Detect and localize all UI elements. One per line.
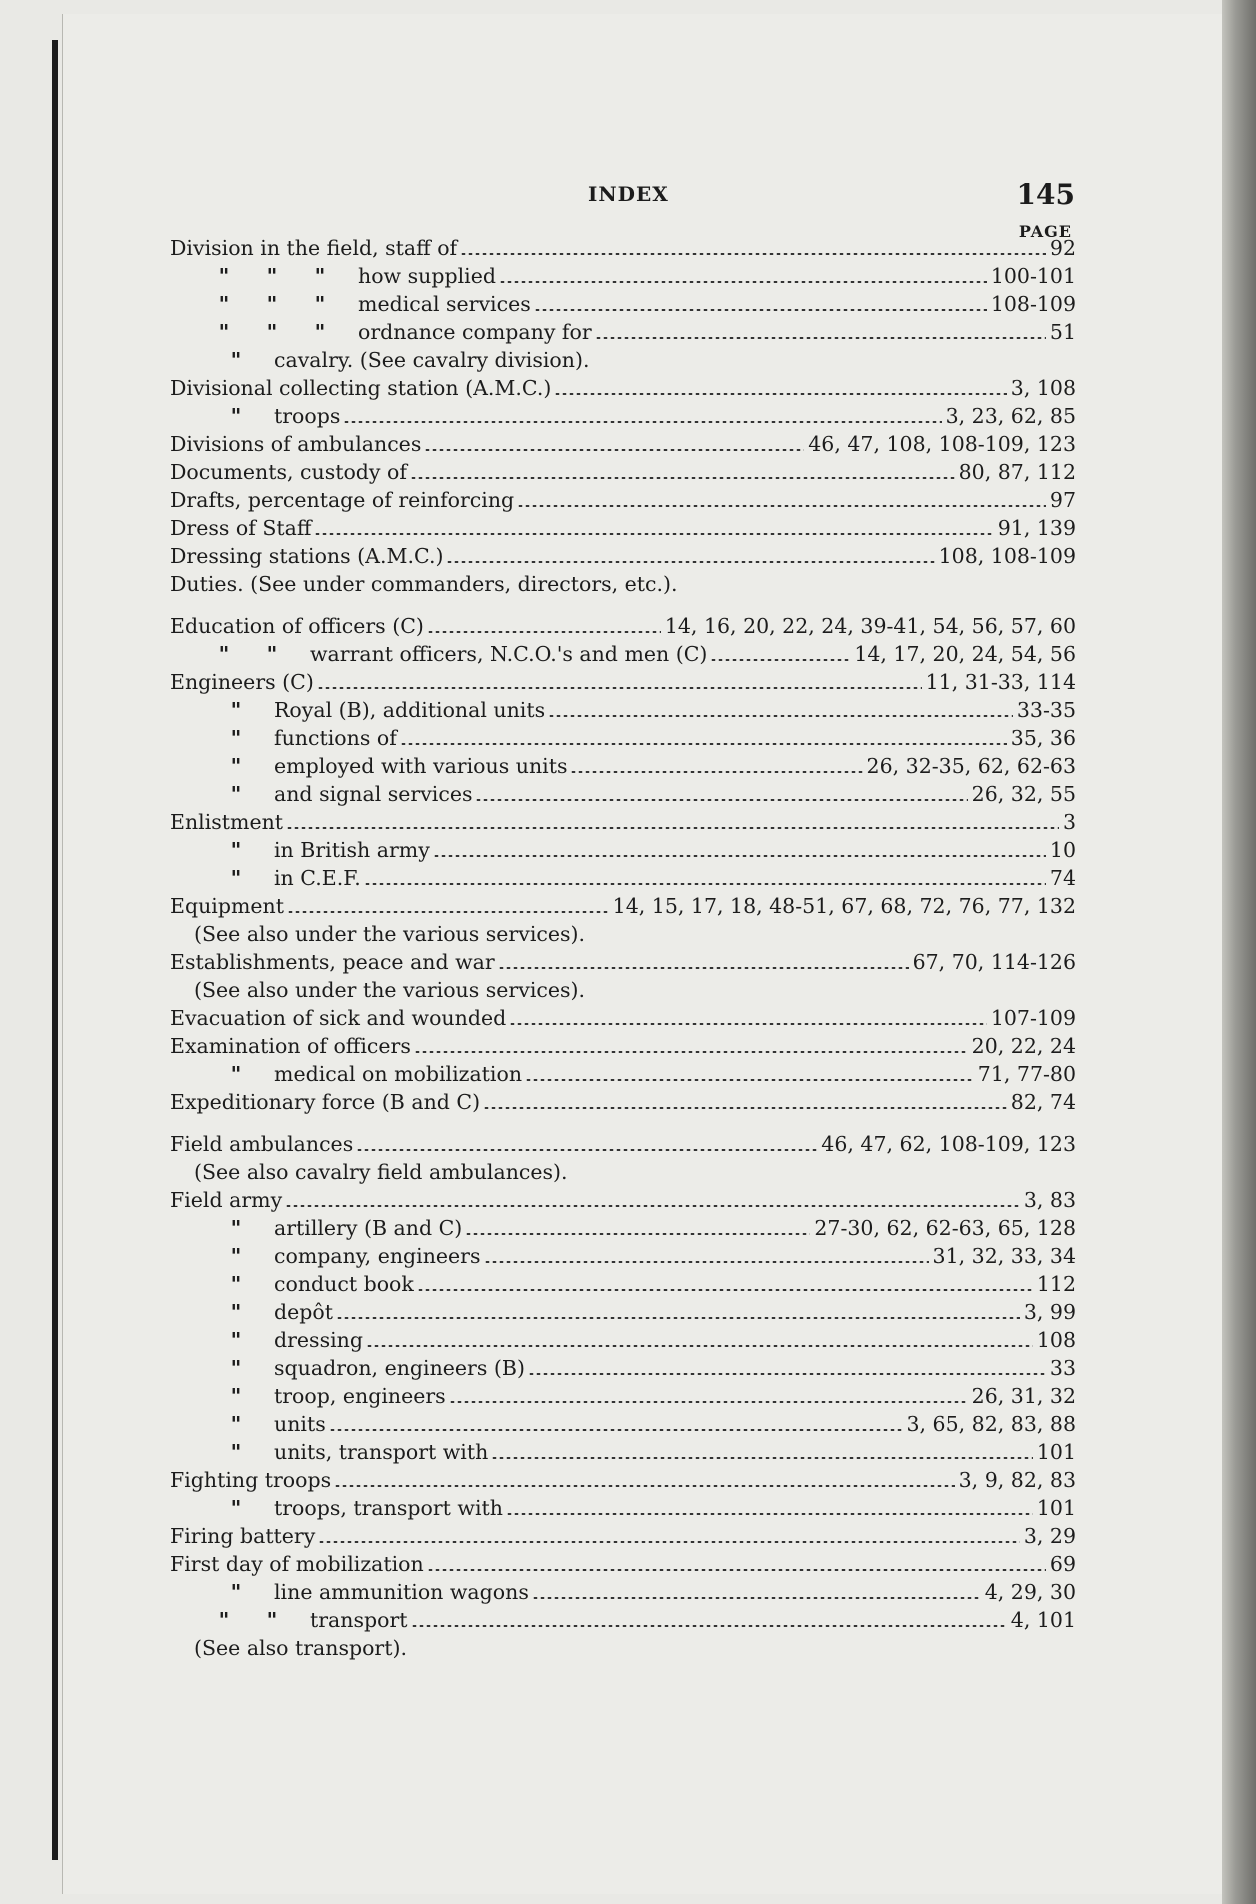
page-references: 31, 32, 33, 34 bbox=[932, 1244, 1076, 1268]
ditto-marks bbox=[170, 1354, 260, 1382]
dot-leader bbox=[532, 1597, 981, 1599]
page-references: 14, 16, 20, 22, 24, 39-41, 54, 56, 57, 60 bbox=[664, 614, 1076, 638]
dot-leader bbox=[483, 1107, 1007, 1109]
dot-leader bbox=[460, 253, 1046, 255]
index-entry bbox=[170, 1382, 1076, 1410]
page-references: 51 bbox=[1049, 320, 1076, 344]
index-entry bbox=[170, 514, 1076, 542]
entry-heading: Drafts, percentage of reinforcing bbox=[170, 488, 515, 512]
ditto-marks bbox=[170, 1382, 260, 1410]
ditto-marks bbox=[170, 346, 260, 374]
entry-heading: Duties. (See under commanders, directors, etc.). bbox=[170, 572, 678, 596]
ditto-mark: " bbox=[314, 320, 326, 344]
ditto-marks bbox=[170, 696, 260, 724]
page-references: 11, 31-33, 114 bbox=[925, 670, 1076, 694]
page-references: 3, 29 bbox=[1023, 1524, 1076, 1548]
ditto-marks bbox=[170, 724, 260, 752]
page-references: 69 bbox=[1049, 1552, 1076, 1576]
see-also-note: (See also transport). bbox=[194, 1636, 407, 1660]
index-entry bbox=[170, 1606, 1076, 1634]
entry-subheading: medical on mobilization bbox=[274, 1062, 523, 1086]
ditto-mark: " bbox=[230, 698, 242, 722]
ditto-mark: " bbox=[230, 1440, 242, 1464]
index-entry bbox=[170, 262, 1076, 290]
dot-leader bbox=[446, 561, 934, 563]
dot-leader bbox=[509, 1023, 987, 1025]
dot-leader bbox=[498, 967, 909, 969]
ditto-mark: " bbox=[230, 1328, 242, 1352]
page-references: 3, 9, 82, 83 bbox=[958, 1468, 1076, 1492]
entry-heading: Evacuation of sick and wounded bbox=[170, 1006, 507, 1030]
ditto-mark: " bbox=[230, 782, 242, 806]
index-entry bbox=[170, 1354, 1076, 1382]
ditto-marks bbox=[170, 864, 260, 892]
ditto-marks bbox=[170, 780, 260, 808]
entry-heading: Divisions of ambulances bbox=[170, 432, 422, 456]
entry-heading: Engineers (C) bbox=[170, 670, 314, 694]
index-entry bbox=[170, 1466, 1076, 1494]
page-references: 3, 99 bbox=[1023, 1300, 1076, 1324]
index-entry bbox=[170, 1060, 1076, 1088]
dot-leader bbox=[414, 1051, 968, 1053]
dot-leader bbox=[417, 1289, 1033, 1291]
entry-subheading: how supplied bbox=[358, 264, 496, 288]
index-entry bbox=[170, 234, 1076, 262]
page-references: 91, 139 bbox=[997, 516, 1076, 540]
index-entry bbox=[170, 612, 1076, 640]
entry-heading: Field ambulances bbox=[170, 1132, 354, 1156]
dot-leader bbox=[334, 1485, 955, 1487]
index-entry bbox=[170, 1578, 1076, 1606]
ditto-mark: " bbox=[230, 838, 242, 862]
entry-heading: Division in the field, staff of bbox=[170, 236, 458, 260]
entry-subheading: troops bbox=[274, 404, 341, 428]
ditto-mark: " bbox=[230, 1496, 242, 1520]
see-also-note: (See also under the various services). bbox=[194, 922, 586, 946]
ditto-marks bbox=[170, 1270, 260, 1298]
ditto-marks bbox=[170, 1494, 260, 1522]
entry-subheading: artillery (B and C) bbox=[274, 1216, 463, 1240]
entry-subheading: units, transport with bbox=[274, 1440, 489, 1464]
ditto-mark: " bbox=[230, 1580, 242, 1604]
dot-leader bbox=[336, 1317, 1020, 1319]
index-entry bbox=[170, 318, 1076, 346]
page-references: 14, 17, 20, 24, 54, 56 bbox=[854, 642, 1076, 666]
ditto-marks bbox=[170, 1578, 260, 1606]
ditto-mark: " bbox=[230, 1384, 242, 1408]
entry-subheading: units bbox=[274, 1412, 326, 1436]
index-entry bbox=[170, 1242, 1076, 1270]
ditto-marks bbox=[170, 1606, 296, 1634]
index-entry bbox=[170, 808, 1076, 836]
dot-leader bbox=[465, 1233, 810, 1235]
page-number: 145 bbox=[1016, 178, 1075, 211]
dot-leader bbox=[506, 1513, 1033, 1515]
entry-heading: Dressing stations (A.M.C.) bbox=[170, 544, 444, 568]
index-entry bbox=[170, 458, 1076, 486]
ditto-mark: " bbox=[314, 292, 326, 316]
ditto-marks bbox=[170, 836, 260, 864]
entry-subheading: dressing bbox=[274, 1328, 363, 1352]
dot-leader bbox=[595, 337, 1046, 339]
page-references: 101 bbox=[1036, 1496, 1076, 1520]
page-references: 35, 36 bbox=[1010, 726, 1076, 750]
dot-leader bbox=[424, 449, 804, 451]
entry-heading: Examination of officers bbox=[170, 1034, 411, 1058]
index-entry bbox=[170, 640, 1076, 668]
running-title: INDEX bbox=[588, 182, 669, 206]
entry-heading: Divisional collecting station (A.M.C.) bbox=[170, 376, 552, 400]
index-entry bbox=[170, 1270, 1076, 1298]
ditto-marks bbox=[170, 1326, 260, 1354]
page-references: 46, 47, 62, 108-109, 123 bbox=[821, 1132, 1076, 1156]
entry-subheading: depôt bbox=[274, 1300, 333, 1324]
index-entry bbox=[170, 402, 1076, 430]
entry-heading: Establishments, peace and war bbox=[170, 950, 495, 974]
index-entry bbox=[170, 1550, 1076, 1578]
ditto-marks bbox=[170, 1214, 260, 1242]
entry-subheading: in British army bbox=[274, 838, 430, 862]
ditto-mark: " bbox=[218, 1608, 230, 1632]
binding-spine bbox=[52, 40, 58, 1860]
dot-leader bbox=[285, 1205, 1020, 1207]
dot-leader bbox=[499, 281, 987, 283]
index-entry bbox=[170, 430, 1076, 458]
ditto-mark: " bbox=[266, 320, 278, 344]
index-entry bbox=[170, 836, 1076, 864]
index-entry bbox=[170, 374, 1076, 402]
ditto-mark: " bbox=[266, 642, 278, 666]
dot-leader bbox=[475, 799, 967, 801]
page-header bbox=[190, 178, 1075, 218]
dot-leader bbox=[517, 505, 1046, 507]
dot-leader bbox=[484, 1261, 929, 1263]
page-references: 108, 108-109 bbox=[938, 544, 1076, 568]
entry-subheading: company, engineers bbox=[274, 1244, 481, 1268]
index-entry bbox=[170, 724, 1076, 752]
entry-subheading: functions of bbox=[274, 726, 397, 750]
page-references: 100-101 bbox=[990, 264, 1076, 288]
page-column-heading: PAGE bbox=[1018, 222, 1072, 241]
index-entry bbox=[170, 864, 1076, 892]
ditto-mark: " bbox=[266, 292, 278, 316]
ditto-mark: " bbox=[218, 264, 230, 288]
index-entry bbox=[170, 542, 1076, 570]
page-references: 108 bbox=[1036, 1328, 1076, 1352]
entry-heading: Dress of Staff bbox=[170, 516, 312, 540]
page-references: 92 bbox=[1049, 236, 1076, 260]
entry-subheading: ordnance company for bbox=[358, 320, 592, 344]
index-entry bbox=[170, 1522, 1076, 1550]
page-references: 10 bbox=[1049, 838, 1076, 862]
index-entry bbox=[170, 696, 1076, 724]
dot-leader bbox=[433, 855, 1046, 857]
ditto-mark: " bbox=[230, 754, 242, 778]
page-references: 108-109 bbox=[990, 292, 1076, 316]
page-references: 112 bbox=[1036, 1272, 1076, 1296]
index-entry bbox=[170, 1326, 1076, 1354]
index-entry bbox=[170, 668, 1076, 696]
ditto-mark: " bbox=[266, 264, 278, 288]
dot-leader bbox=[534, 309, 987, 311]
dot-leader bbox=[317, 687, 922, 689]
entry-heading: Equipment bbox=[170, 894, 284, 918]
page-references: 3, 83 bbox=[1023, 1188, 1076, 1212]
index-entry bbox=[170, 1298, 1076, 1326]
dot-leader bbox=[400, 743, 1007, 745]
ditto-marks bbox=[170, 262, 344, 290]
page-edge bbox=[1222, 0, 1256, 1904]
entry-heading: Expeditionary force (B and C) bbox=[170, 1090, 481, 1114]
page-references: 27-30, 62, 62-63, 65, 128 bbox=[814, 1216, 1076, 1240]
entry-heading: Education of officers (C) bbox=[170, 614, 424, 638]
page-references: 14, 15, 17, 18, 48-51, 67, 68, 72, 76, 77, 132 bbox=[612, 894, 1076, 918]
entry-subheading: conduct book bbox=[274, 1272, 414, 1296]
ditto-mark: " bbox=[266, 1608, 278, 1632]
ditto-mark: " bbox=[230, 348, 242, 372]
ditto-mark: " bbox=[230, 866, 242, 890]
index-entry bbox=[170, 1004, 1076, 1032]
ditto-mark: " bbox=[230, 1300, 242, 1324]
ditto-marks bbox=[170, 1438, 260, 1466]
dot-leader bbox=[491, 1457, 1033, 1459]
index-entry bbox=[170, 1088, 1076, 1116]
page-references: 26, 32, 55 bbox=[971, 782, 1076, 806]
index-entry bbox=[170, 1410, 1076, 1438]
page-references: 33 bbox=[1049, 1356, 1076, 1380]
dot-leader bbox=[343, 421, 941, 423]
dot-leader bbox=[410, 477, 955, 479]
dot-leader bbox=[449, 1401, 968, 1403]
dot-leader bbox=[411, 1625, 1007, 1627]
entry-subheading: troops, transport with bbox=[274, 1496, 503, 1520]
entry-heading: Field army bbox=[170, 1188, 283, 1212]
page-references: 3, 65, 82, 83, 88 bbox=[906, 1412, 1076, 1436]
index-entry bbox=[170, 570, 1076, 598]
ditto-mark: " bbox=[230, 1356, 242, 1380]
dot-leader bbox=[525, 1079, 974, 1081]
entry-heading: Enlistment bbox=[170, 810, 284, 834]
ditto-mark: " bbox=[230, 1244, 242, 1268]
page-references: 3, 23, 62, 85 bbox=[945, 404, 1076, 428]
ditto-mark: " bbox=[230, 726, 242, 750]
entry-subheading: and signal services bbox=[274, 782, 473, 806]
ditto-marks bbox=[170, 318, 344, 346]
page-references: 80, 87, 112 bbox=[958, 460, 1076, 484]
page-references: 3, 108 bbox=[1010, 376, 1076, 400]
dot-leader bbox=[427, 631, 661, 633]
page-references: 67, 70, 114-126 bbox=[912, 950, 1076, 974]
page-references: 46, 47, 108, 108-109, 123 bbox=[808, 432, 1076, 456]
ditto-mark: " bbox=[230, 404, 242, 428]
ditto-marks bbox=[170, 640, 296, 668]
ditto-marks bbox=[170, 1298, 260, 1326]
index-entry bbox=[170, 892, 1076, 920]
entry-heading: First day of mobilization bbox=[170, 1552, 424, 1576]
entry-subheading: in C.E.F. bbox=[274, 866, 361, 890]
page-references: 107-109 bbox=[990, 1006, 1076, 1030]
index-entry bbox=[170, 752, 1076, 780]
see-also-note: (See also under the various services). bbox=[194, 978, 586, 1002]
dot-leader bbox=[314, 533, 993, 535]
page-references: 74 bbox=[1049, 866, 1076, 890]
see-also-note: (See also cavalry field ambulances). bbox=[194, 1160, 568, 1184]
entry-subheading: medical services bbox=[358, 292, 531, 316]
dot-leader bbox=[287, 911, 609, 913]
index-entry bbox=[170, 1438, 1076, 1466]
ditto-mark: " bbox=[218, 292, 230, 316]
page-references: 20, 22, 24 bbox=[971, 1034, 1076, 1058]
ditto-marks bbox=[170, 1410, 260, 1438]
ditto-mark: " bbox=[314, 264, 326, 288]
index-list bbox=[170, 234, 1076, 1662]
dot-leader bbox=[329, 1429, 903, 1431]
ditto-marks bbox=[170, 1242, 260, 1270]
dot-leader bbox=[528, 1373, 1046, 1375]
entry-subheading: employed with various units bbox=[274, 754, 568, 778]
index-entry bbox=[170, 1130, 1076, 1158]
page-references: 3 bbox=[1062, 810, 1076, 834]
ditto-mark: " bbox=[230, 1412, 242, 1436]
index-entry bbox=[170, 948, 1076, 976]
ditto-mark: " bbox=[218, 320, 230, 344]
page-references: 26, 32-35, 62, 62-63 bbox=[866, 754, 1076, 778]
dot-leader bbox=[356, 1149, 817, 1151]
entry-subheading: troop, engineers bbox=[274, 1384, 446, 1408]
index-entry bbox=[170, 346, 1076, 374]
entry-subheading: warrant officers, N.C.O.'s and men (C) bbox=[310, 642, 708, 666]
page-references: 71, 77-80 bbox=[977, 1062, 1076, 1086]
index-entry bbox=[170, 1214, 1076, 1242]
page-references: 33-35 bbox=[1016, 698, 1076, 722]
index-entry bbox=[170, 486, 1076, 514]
ditto-marks bbox=[170, 1060, 260, 1088]
dot-leader bbox=[710, 659, 850, 661]
entry-subheading: transport bbox=[310, 1608, 408, 1632]
page-references: 4, 101 bbox=[1010, 1608, 1076, 1632]
entry-subheading: line ammunition wagons bbox=[274, 1580, 529, 1604]
page-references: 97 bbox=[1049, 488, 1076, 512]
dot-leader bbox=[318, 1541, 1020, 1543]
ditto-mark: " bbox=[230, 1062, 242, 1086]
entry-heading: Documents, custody of bbox=[170, 460, 407, 484]
dot-leader bbox=[364, 883, 1046, 885]
ditto-mark: " bbox=[218, 642, 230, 666]
ditto-marks bbox=[170, 402, 260, 430]
ditto-marks bbox=[170, 752, 260, 780]
dot-leader bbox=[570, 771, 862, 773]
ditto-marks bbox=[170, 290, 344, 318]
index-entry bbox=[170, 780, 1076, 808]
dot-leader bbox=[427, 1569, 1046, 1571]
index-entry bbox=[170, 1032, 1076, 1060]
dot-leader bbox=[554, 393, 1006, 395]
index-entry bbox=[170, 1186, 1076, 1214]
index-entry bbox=[170, 290, 1076, 318]
entry-subheading: squadron, engineers (B) bbox=[274, 1356, 525, 1380]
entry-subheading: Royal (B), additional units bbox=[274, 698, 546, 722]
entry-heading: Fighting troops bbox=[170, 1468, 332, 1492]
dot-leader bbox=[286, 827, 1059, 829]
page-references: 26, 31, 32 bbox=[971, 1384, 1076, 1408]
entry-heading: Firing battery bbox=[170, 1524, 316, 1548]
page-references: 4, 29, 30 bbox=[984, 1580, 1076, 1604]
dot-leader bbox=[366, 1345, 1033, 1347]
page-references: 82, 74 bbox=[1010, 1090, 1076, 1114]
entry-subheading: cavalry. (See cavalry division). bbox=[274, 348, 590, 372]
page-references: 101 bbox=[1036, 1440, 1076, 1464]
ditto-mark: " bbox=[230, 1216, 242, 1240]
ditto-mark: " bbox=[230, 1272, 242, 1296]
index-entry bbox=[170, 1494, 1076, 1522]
dot-leader bbox=[548, 715, 1013, 717]
